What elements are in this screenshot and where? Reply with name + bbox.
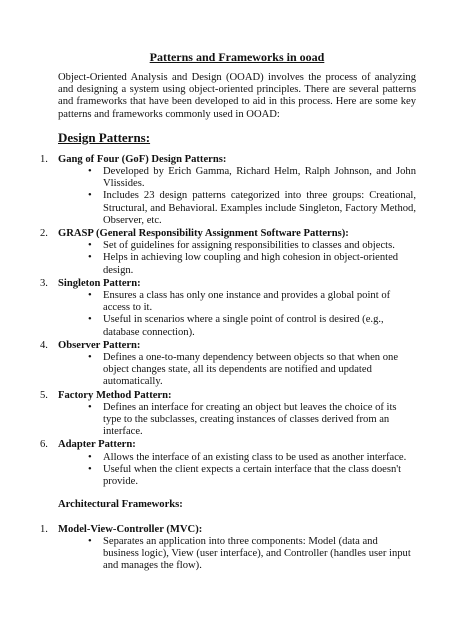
list-number: 1. [40,523,48,535]
list-item [40,389,416,439]
list-item [40,439,416,488]
pattern-name: Singleton Pattern: [58,277,141,289]
pattern-name: GRASP (General Responsibility Assignment Software Patterns): [58,228,349,240]
architectural-frameworks-heading: Architectural Frameworks: [58,499,183,511]
list-item [40,228,416,277]
list-number: 1. [40,153,48,165]
list-item [40,153,416,227]
framework-name: Model-View-Controller (MVC): [58,523,203,535]
list-number: 3. [40,277,48,289]
list-number: 4. [40,339,48,351]
bullet-list [58,240,416,277]
bullet-list [58,352,416,389]
document-title: Patterns and Frameworks in ooad [149,50,325,64]
bullet-list [58,452,416,489]
design-patterns-heading: Design Patterns: [58,129,151,145]
list-number: 5. [40,389,48,401]
list-item [40,523,416,573]
bullet-list [58,536,416,573]
bullet-item: • Helps in achieving low coupling and high cohesion in object-oriented design. [88,252,416,276]
pattern-name: Gang of Four (GoF) Design Patterns: [58,153,227,165]
list-number: 2. [40,228,48,240]
bullet-item: • Includes 23 design patterns categorized into three groups: Creational, Structural, and Behavioral. Examples include Singleton, Factory Method, Observer, etc. [88,190,416,227]
bullet-item: • Useful in scenarios where a single point of control is desired (e.g., database connection). [88,314,416,338]
list-item [40,339,416,389]
bullet-item: • Set of guidelines for assigning responsibilities to classes and objects. [88,240,416,252]
frameworks-list [40,523,416,573]
bullet-item: • Defines an interface for creating an object but leaves the choice of its type to the subclasses, creating instances of classes derived from an interface. [88,402,416,439]
bullet-item: • Ensures a class has only one instance and provides a global point of access to it. [88,290,416,314]
bullet-list [58,402,416,439]
pattern-name: Observer Pattern: [58,339,141,351]
bullet-item: • Useful when the client expects a certain interface that the class doesn't provide. [88,464,416,488]
pattern-name: Adapter Pattern: [58,439,136,451]
bullet-item: • Defines a one-to-many dependency between objects so that when one object changes state, all its dependents are notified and updated automatically. [88,352,416,389]
list-number: 6. [40,439,48,451]
list-item [40,277,416,339]
bullet-list [58,290,416,339]
bullet-item: • Allows the interface of an existing class to be used as another interface. [88,452,416,464]
intro-paragraph: Object-Oriented Analysis and Design (OOAD) involves the process of analyzing and designing a system using object-oriented principles. There are several patterns and frameworks that have been developed to aid in this process. Here are some key patterns and frameworks commonly used in OOAD: [58,72,416,120]
bullet-item: • Separates an application into three components: Model (data and business logic), View (user interface), and Controller (handles user input and manages the flow). [88,536,416,573]
bullet-list [58,166,416,227]
design-patterns-list [40,153,416,488]
pattern-name: Factory Method Pattern: [58,389,172,401]
bullet-item: • Developed by Erich Gamma, Richard Helm, Ralph Johnson, and John Vlissides. [88,166,416,190]
